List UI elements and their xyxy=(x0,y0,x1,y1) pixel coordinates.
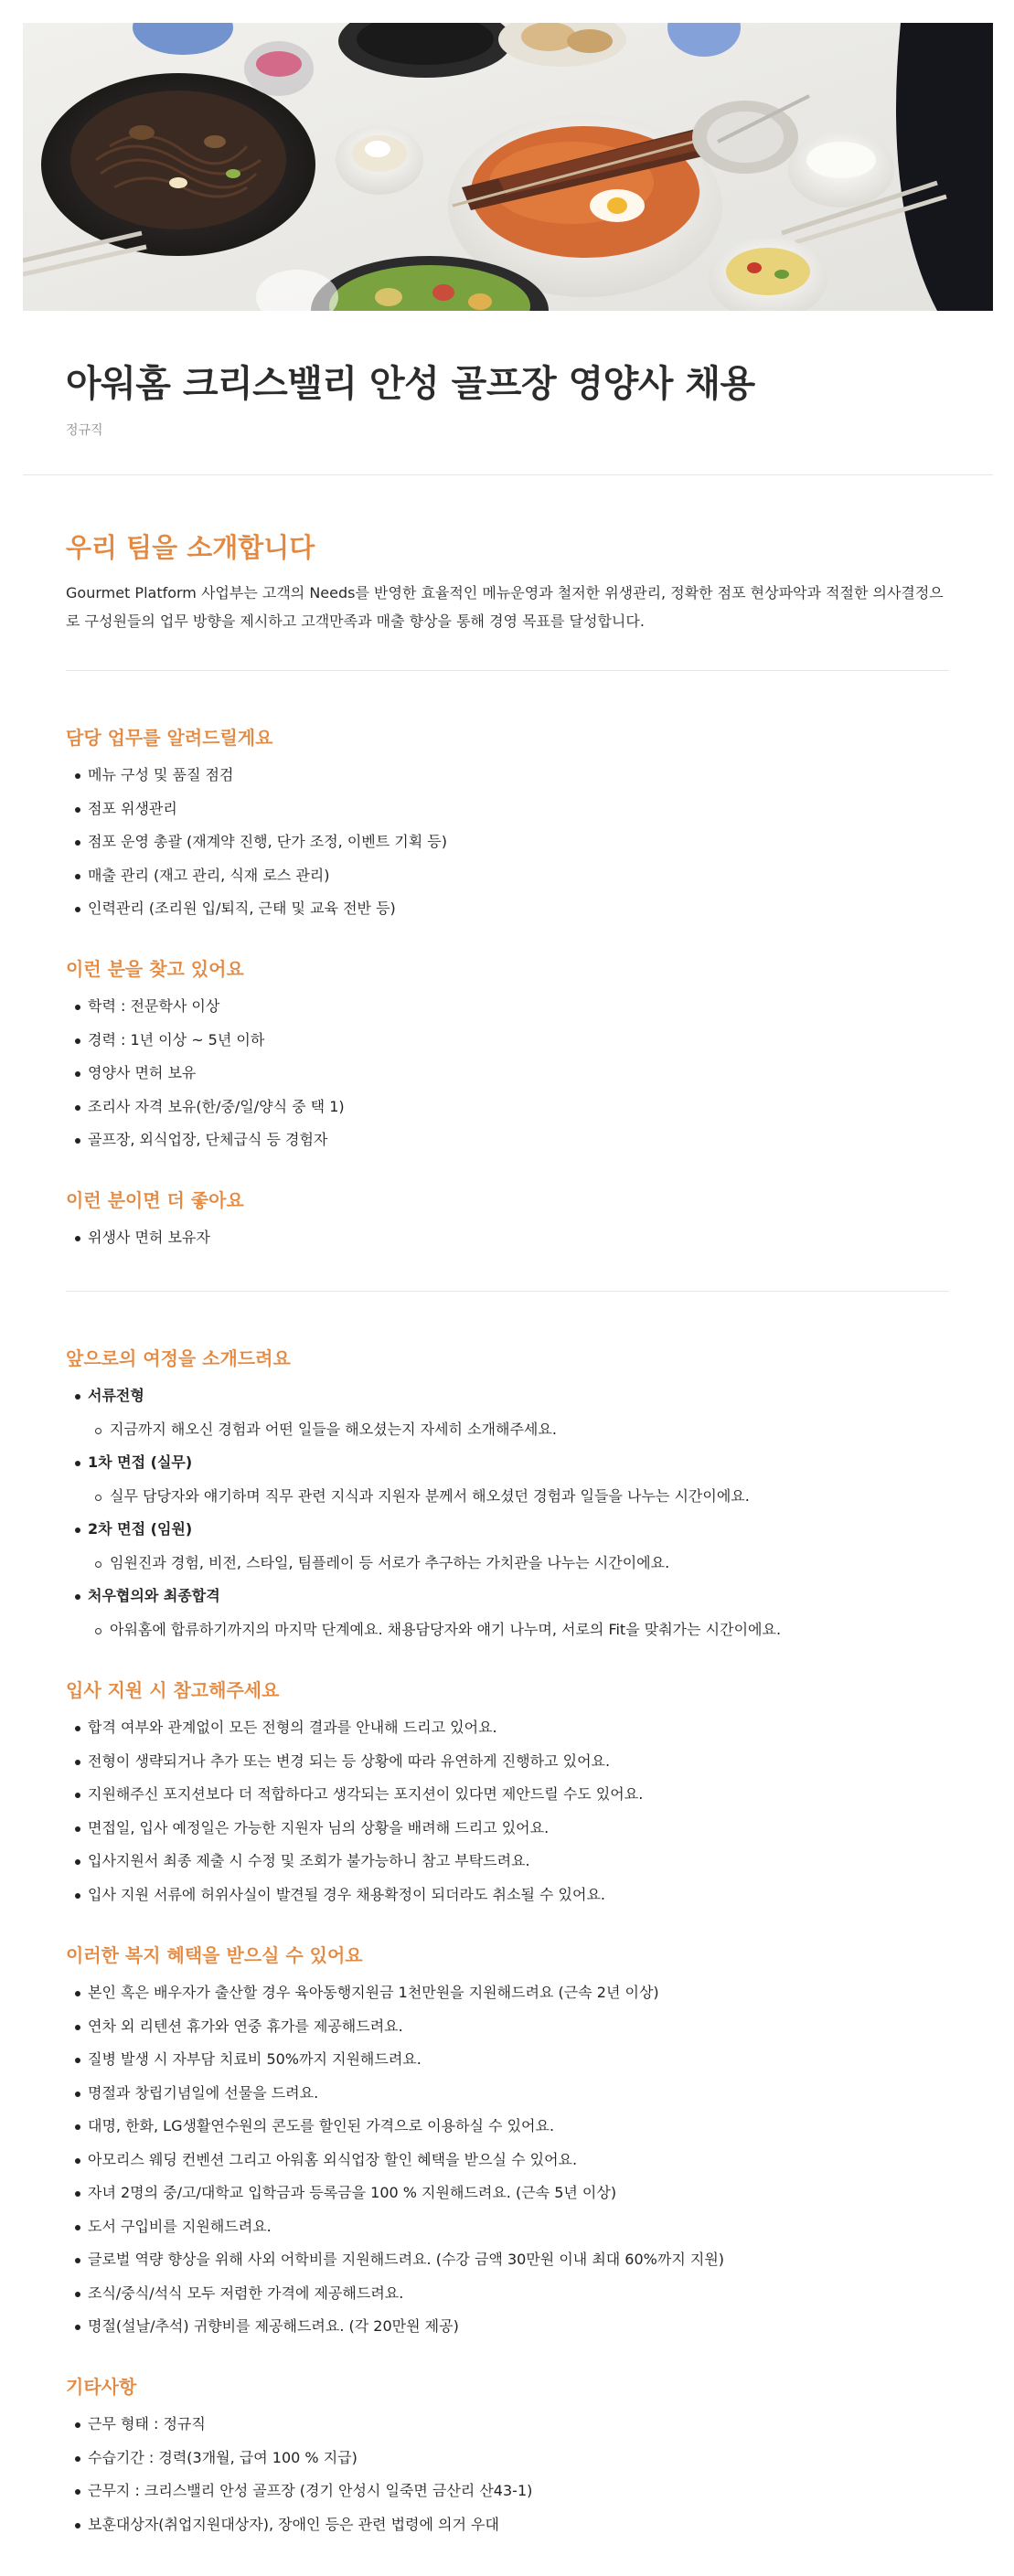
list-item: 메뉴 구성 및 품질 점검 xyxy=(66,759,447,793)
preferred-list xyxy=(66,1221,210,1255)
duties-list xyxy=(66,759,447,926)
list-item: 본인 혹은 배우자가 출산할 경우 육아동행지원금 1천만원을 지원해드려요 (근속 2년 이상) xyxy=(66,1976,724,2010)
list-item: 근무지 : 크리스밸리 안성 골프장 (경기 안성시 일죽면 금산리 산43-1) xyxy=(66,2475,532,2508)
process-step: 서류전형 xyxy=(66,1379,781,1413)
requirements-heading: 이런 분을 찾고 있어요 xyxy=(66,958,244,980)
list-item: 글로벌 역량 향상을 위해 사외 어학비를 지원해드려요. (수강 금액 30만원 이내 최대 60%까지 지원) xyxy=(66,2243,724,2277)
list-item: 입사 지원 서류에 허위사실이 발견될 경우 채용확정이 되더라도 취소될 수 있어요. xyxy=(66,1879,643,1912)
list-item: 아모리스 웨딩 컨벤션 그리고 아워홈 외식업장 할인 혜택을 받으실 수 있어요. xyxy=(66,2144,724,2177)
list-item: 위생사 면허 보유자 xyxy=(66,1221,210,1255)
list-item: 연차 외 리텐션 휴가와 연중 휴가를 제공해드려요. xyxy=(66,2010,724,2044)
process-heading: 앞으로의 여정을 소개드려요 xyxy=(66,1347,291,1369)
benefits-heading: 이러한 복지 혜택을 받으실 수 있어요 xyxy=(66,1944,363,1966)
hero-image xyxy=(23,23,993,311)
list-item: 보훈대상자(취업지원대상자), 장애인 등은 관련 법령에 의거 우대 xyxy=(66,2508,532,2542)
list-item: 명절과 창립기념일에 선물을 드려요. xyxy=(66,2077,724,2111)
process-list xyxy=(66,1379,781,1646)
list-item: 조리사 자격 보유(한/중/일/양식 중 택 1) xyxy=(66,1091,345,1124)
list-item: 골프장, 외식업장, 단체급식 등 경험자 xyxy=(66,1123,345,1157)
list-item: 전형이 생략되거나 추가 또는 변경 되는 등 상황에 따라 유연하게 진행하고 있어요. xyxy=(66,1745,643,1779)
list-item: 경력 : 1년 이상 ~ 5년 이하 xyxy=(66,1024,345,1058)
employment-type-label: 정규직 xyxy=(66,423,103,438)
requirements-list xyxy=(66,990,345,1157)
list-item: 질병 발생 시 자부담 치료비 50%까지 지원해드려요. xyxy=(66,2043,724,2077)
process-step-desc: 실무 담당자와 얘기하며 직무 관련 지식과 지원자 분께서 해오셨던 경험과 일들을 나누는 시간이에요. xyxy=(66,1480,781,1514)
notes-list xyxy=(66,1711,643,1911)
process-step: 2차 면접 (임원) xyxy=(66,1513,781,1547)
preferred-heading: 이런 분이면 더 좋아요 xyxy=(66,1189,244,1211)
notes-heading: 입사 지원 시 참고해주세요 xyxy=(66,1679,280,1701)
process-step-desc: 임원진과 경험, 비전, 스타일, 팀플레이 등 서로가 추구하는 가치관을 나누는 시간이에요. xyxy=(66,1547,781,1581)
list-item: 학력 : 전문학사 이상 xyxy=(66,990,345,1024)
etc-list xyxy=(66,2408,532,2541)
process-step-desc: 아워홈에 합류하기까지의 마지막 단계예요. 채용담당자와 얘기 나누며, 서로의 Fit을 맞춰가는 시간이에요. xyxy=(66,1613,781,1647)
process-step-desc: 지금까지 해오신 경험과 어떤 일들을 해오셨는지 자세히 소개해주세요. xyxy=(66,1413,781,1447)
list-item: 자녀 2명의 중/고/대학교 입학금과 등록금을 100 % 지원해드려요. (근속 5년 이상) xyxy=(66,2177,724,2210)
etc-heading: 기타사항 xyxy=(66,2376,137,2398)
list-item: 수습기간 : 경력(3개월, 급여 100 % 지급) xyxy=(66,2442,532,2475)
list-item: 매출 관리 (재고 관리, 식재 로스 관리) xyxy=(66,859,447,893)
benefits-list xyxy=(66,1976,724,2344)
list-item: 조식/중식/석식 모두 저렴한 가격에 제공해드려요. xyxy=(66,2277,724,2311)
list-item: 입사지원서 최종 제출 시 수정 및 조회가 불가능하니 참고 부탁드려요. xyxy=(66,1845,643,1879)
list-item: 지원해주신 포지션보다 더 적합하다고 생각되는 포지션이 있다면 제안드릴 수도 있어요. xyxy=(66,1778,643,1812)
list-item: 인력관리 (조리원 입/퇴직, 근태 및 교육 전반 등) xyxy=(66,892,447,926)
list-item: 명절(설날/추석) 귀향비를 제공해드려요. (각 20만원 제공) xyxy=(66,2310,724,2344)
list-item: 합격 여부와 관계없이 모든 전형의 결과를 안내해 드리고 있어요. xyxy=(66,1711,643,1745)
list-item: 대명, 한화, LG생활연수원의 콘도를 할인된 가격으로 이용하실 수 있어요. xyxy=(66,2110,724,2144)
list-item: 근무 형태 : 정규직 xyxy=(66,2408,532,2442)
divider xyxy=(23,474,993,475)
intro-text: Gourmet Platform 사업부는 고객의 Needs를 반영한 효율적인 메뉴운영과 철저한 위생관리, 정확한 점포 현상파악과 적절한 의사결정으로 구성원들의 업무 방향을 제시하고 고객만족과 매출 향상을 통해 경영 목표를 달성합니다. xyxy=(66,584,944,630)
intro-heading: 우리 팀을 소개합니다 xyxy=(66,532,315,563)
list-item: 도서 구입비를 지원해드려요. xyxy=(66,2210,724,2244)
list-item: 점포 위생관리 xyxy=(66,793,447,826)
list-item: 점포 운영 총괄 (재계약 진행, 단가 조정, 이벤트 기획 등) xyxy=(66,825,447,859)
process-step: 1차 면접 (실무) xyxy=(66,1446,781,1480)
list-item: 영양사 면허 보유 xyxy=(66,1057,345,1091)
divider xyxy=(66,1291,949,1292)
food-table-illustration xyxy=(23,23,993,311)
page-title: 아워홈 크리스밸리 안성 골프장 영양사 채용 xyxy=(66,363,755,405)
process-step: 처우협의와 최종합격 xyxy=(66,1580,781,1613)
list-item: 면접일, 입사 예정일은 가능한 지원자 님의 상황을 배려해 드리고 있어요. xyxy=(66,1812,643,1846)
duties-heading: 담당 업무를 알려드릴게요 xyxy=(66,727,273,749)
divider xyxy=(66,670,949,671)
